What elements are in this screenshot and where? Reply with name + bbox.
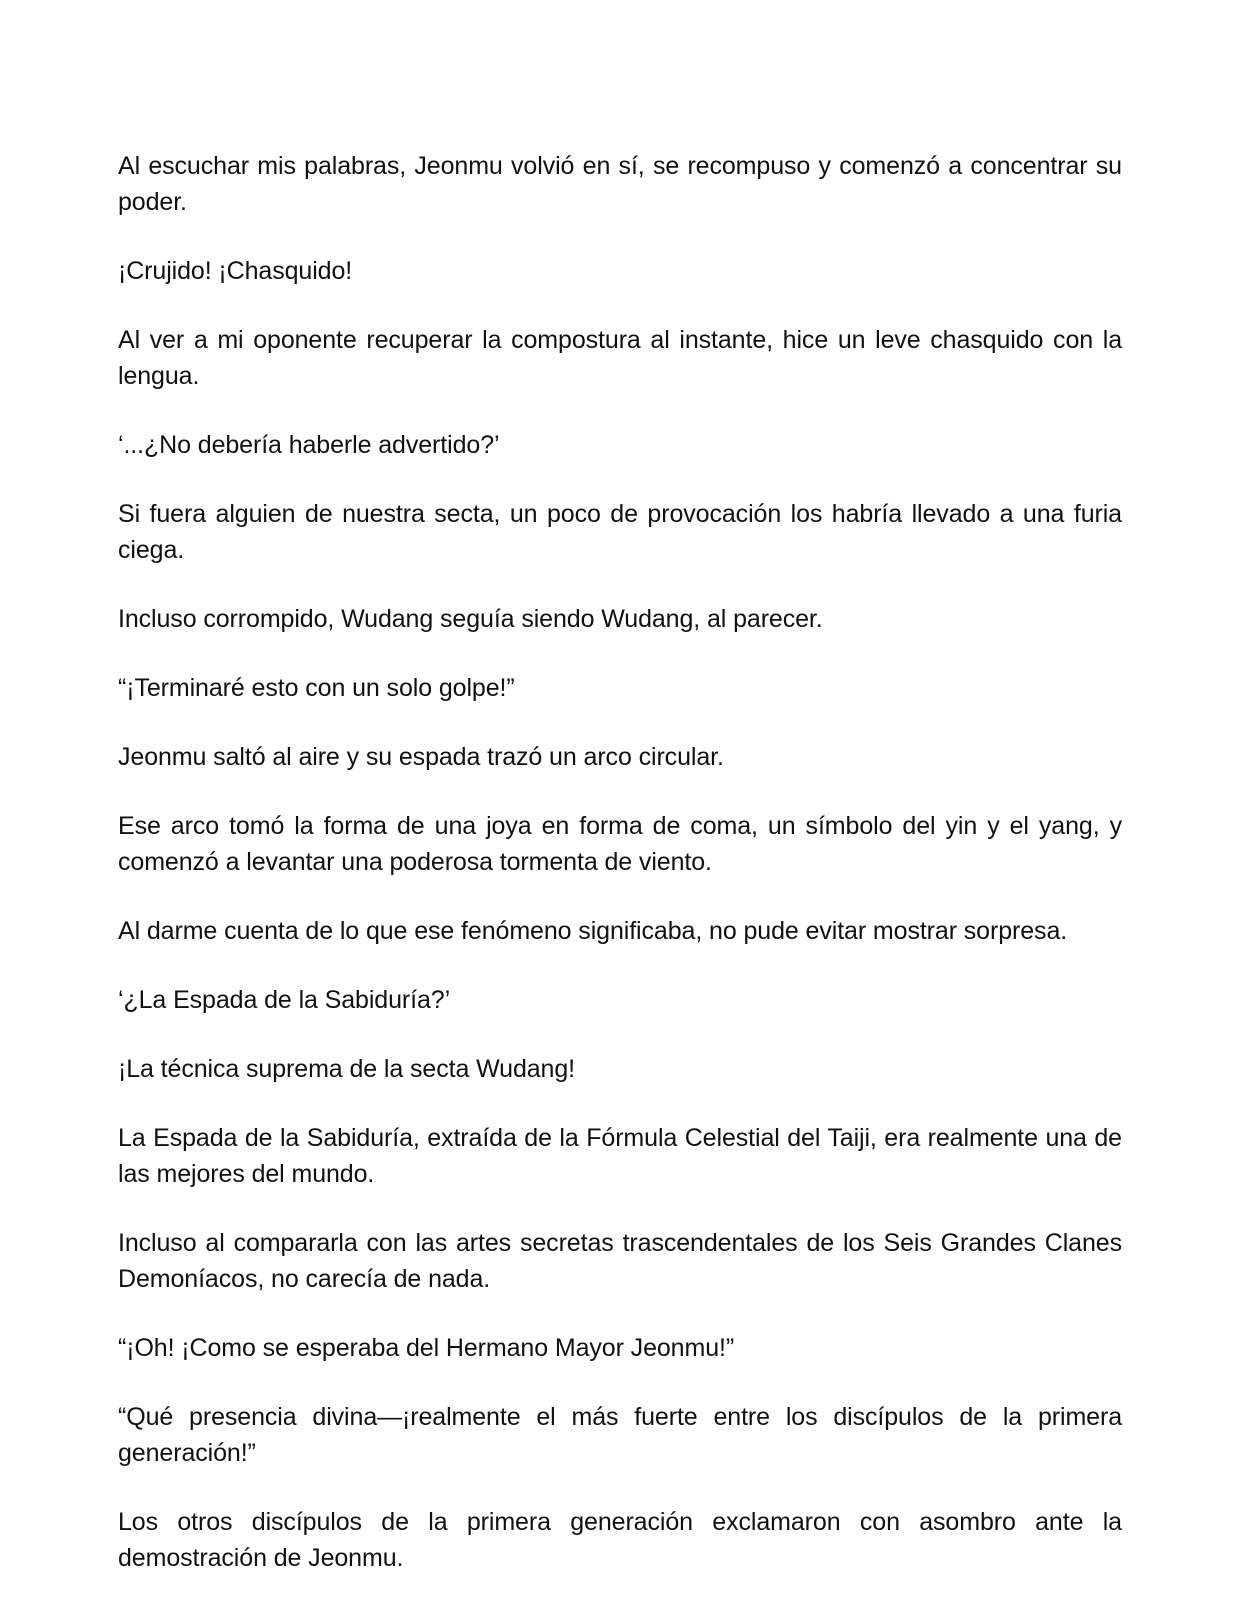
paragraph: “¡Terminaré esto con un solo golpe!” (118, 674, 515, 702)
paragraph: ‘¿La Espada de la Sabiduría?’ (118, 986, 451, 1014)
paragraph: La Espada de la Sabiduría, extraída de la Fórmula Celestial del Taiji, era realmente una de las mejores del mundo. (118, 1124, 1122, 1188)
paragraph: “¡Oh! ¡Como se esperaba del Hermano Mayor Jeonmu!” (118, 1334, 735, 1362)
paragraph: Jeonmu saltó al aire y su espada trazó un arco circular. (118, 743, 724, 771)
paragraph: Si fuera alguien de nuestra secta, un poco de provocación los habría llevado a una furia ciega. (118, 500, 1122, 564)
paragraph: ‘...¿No debería haberle advertido?’ (118, 431, 500, 459)
paragraph: Al escuchar mis palabras, Jeonmu volvió en sí, se recompuso y comenzó a concentrar su poder. (118, 152, 1122, 216)
paragraph: Al ver a mi oponente recuperar la compostura al instante, hice un leve chasquido con la lengua. (118, 326, 1122, 390)
paragraph: “Qué presencia divina—¡realmente el más fuerte entre los discípulos de la primera generación!” (118, 1403, 1122, 1467)
paragraph: ¡La técnica suprema de la secta Wudang! (118, 1055, 576, 1083)
document-page (118, 148, 1122, 1609)
paragraph: Al darme cuenta de lo que ese fenómeno significaba, no pude evitar mostrar sorpresa. (118, 917, 1068, 945)
paragraph: Los otros discípulos de la primera generación exclamaron con asombro ante la demostración de Jeonmu. (118, 1508, 1122, 1572)
paragraph: ¡Crujido! ¡Chasquido! (118, 257, 353, 285)
paragraph: Incluso al compararla con las artes secretas trascendentales de los Seis Grandes Clanes Demoníacos, no carecía de nada. (118, 1229, 1122, 1293)
paragraph: Ese arco tomó la forma de una joya en forma de coma, un símbolo del yin y el yang, y comenzó a levantar una poderosa tormenta de viento. (118, 812, 1122, 876)
paragraph: Incluso corrompido, Wudang seguía siendo Wudang, al parecer. (118, 605, 823, 633)
